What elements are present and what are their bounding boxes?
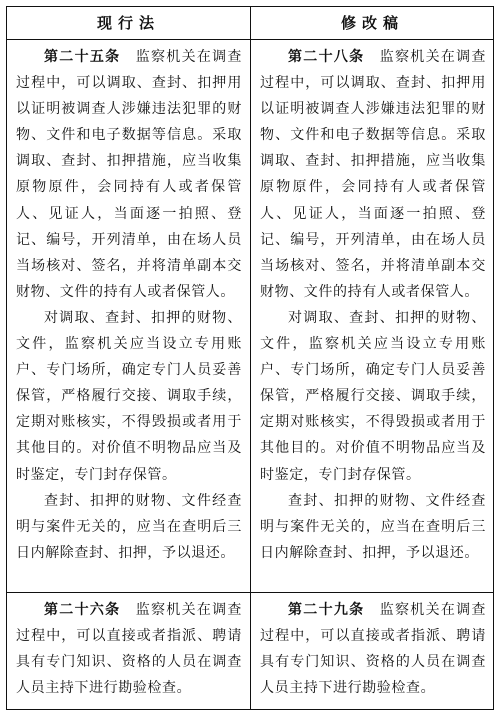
paragraph: [16, 597, 242, 701]
cell-revised-draft-article-29: [251, 597, 494, 701]
paragraph: [260, 597, 486, 701]
cell-revised-draft-article-28: [251, 44, 494, 566]
cell-current-law-article-26: [7, 597, 250, 701]
article-number: 第二十五条: [44, 49, 121, 65]
header-revised-draft: 修改稿: [340, 14, 404, 32]
paragraph: 对调取、查封、扣押的财物、文件，监察机关应当设立专用账户、专门场所，确定专门人员妥善保管，严格履行交接、调取手续，定期对账核实，不得毁损或者用于其他目的。对价值不明物品应当及时鉴定，专门封存保管。: [260, 309, 486, 483]
comparison-table: [6, 6, 494, 710]
paragraph: 对调取、查封、扣押的财物、文件，监察机关应当设立专用账户、专门场所，确定专门人员妥善保管，严格履行交接、调取手续，定期对账核实，不得毁损或者用于其他目的。对价值不明物品应当及时鉴定，专门封存保管。: [16, 309, 242, 483]
paragraph-text: 监察机关在调查过程中，可以直接或者指派、聘请具有专门知识、资格的人员在调查人员主持下进行勘验检查。: [260, 602, 487, 697]
paragraph-text: 监察机关在调查过程中，可以直接或者指派、聘请具有专门知识、资格的人员在调查人员主持下进行勘验检查。: [16, 602, 243, 697]
header-current-law: 现行法: [96, 14, 160, 32]
paragraph: [16, 44, 242, 305]
paragraph: 查封、扣押的财物、文件经查明与案件无关的，应当在查明后三日内解除查封、扣押，予以退还。: [16, 492, 242, 561]
article-number: 第二十六条: [44, 602, 121, 618]
article-number: 第二十八条: [288, 49, 365, 65]
paragraph: 查封、扣押的财物、文件经查明与案件无关的，应当在查明后三日内解除查封、扣押，予以退还。: [260, 492, 486, 561]
row-divider: [7, 592, 493, 593]
cell-current-law-article-25: [7, 44, 250, 566]
paragraph-text: 监察机关在调查过程中，可以调取、查封、扣押用以证明被调查人涉嫌违法犯罪的财物、文件和电子数据等信息。采取调取、查封、扣押措施，应当收集原物原件，会同持有人或者保管人、见证人，当面逐一拍照、登记、编号，开列清单，由在场人员当场核对、签名，并将清单副本交财物、文件的持有人或者保管人。: [260, 49, 487, 300]
article-number: 第二十九条: [288, 602, 365, 618]
paragraph-text: 监察机关在调查过程中，可以调取、查封、扣押用以证明被调查人涉嫌违法犯罪的财物、文件和电子数据等信息。采取调取、查封、扣押措施，应当收集原物原件，会同持有人或者保管人、见证人，当面逐一拍照、登记、编号，开列清单，由在场人员当场核对、签名，并将清单副本交财物、文件的持有人或者保管人。: [16, 49, 243, 300]
paragraph: [260, 44, 486, 305]
header-divider: [7, 39, 493, 40]
